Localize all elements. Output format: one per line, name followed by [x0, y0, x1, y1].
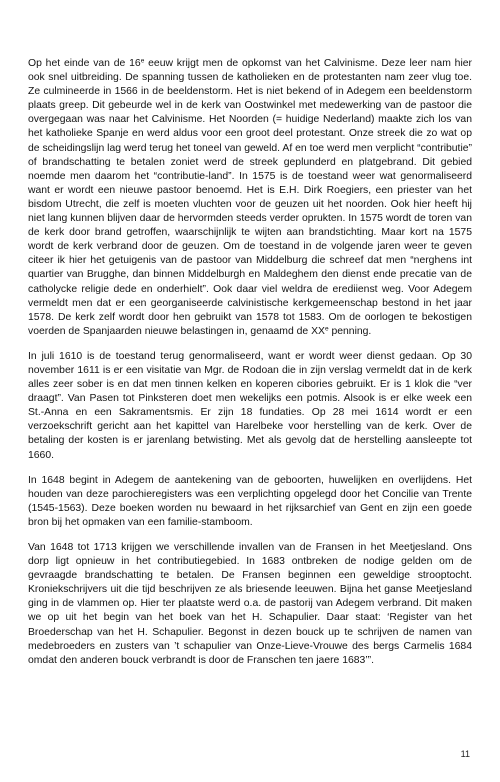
text-run: In 1648 begint in Adegem de aantekening van de geboorten, huwelijken en overlijdens. Het houden van deze parochieregisters was een verplichting opgelegd door het Concilie van Trente (1545-1563). Deze boeken worden nu bewaard in het rijksarchief van Gent en zijn een goede bron bij het opmaken van een familie-stamboom. — [28, 474, 472, 528]
document-body — [28, 57, 472, 679]
text-run: eeuw krijgt men de opkomst van het Calvinisme. Deze leer nam hier ook snel uitbreiding. De spanning tussen de katholieken en de protestanten nam zeer vlug toe. Ze culmineerde in 1566 in de beeldenstorm. Het is niet bekend of in Adegem een beeldenstorm plaats greep. Dit gebeurde wel in de kerk van Oostwinkel met medewerking van de pastoor die overgegaan was naar het Calvinisme. Het Noorden (= huidige Nederland) maakte zich los van het katholieke Spanje en werd aldus voor een groot deel protestant. Onze streek die zo wat op de scheidingslijn lag werd terug het toneel van geweld. Af en toe werd men verplicht “contributie” of brandschatting te betalen zoniet werd de streek geplunderd en platgebrand. Dit gebied noemde men daarom het “contributie-land”. In 1575 is de toestand weer wat genormaliseerd want er wordt een nieuwe pastoor benoemd. Het is E.H. Dirk Roegiers, een priester van het bisdom Utrecht, die zelf is moeten vluchten voor de geuzen uit het noorden. Ook hier heeft hij niet lang kunnen blijven daar de hervormden steeds verder oprukten. In 1575 wordt de toren van de kerk door brand getroffen, waarschijnlijk te wijten aan brandstichting. Maar kort na 1575 wordt de kerk verbrand door de geuzen. Om de toestand in de volgende jaren weer te geven citeer ik hier het getuigenis van de pastoor van Middelburg die schreef dat men “nerghens int quartier van Brugghe, dan binnen Middelburgh en Maldeghem den dienst ende precatie van de catholycke religie dede en onderhielt”. Ook daar viel weldra de erediienst weg. Voor Adegem vermeldt men dat er een georganiseerde calvinistische kerkgemeenschap bestond in het jaar 1578. De kerk zelf wordt door hen gebruikt van 1578 tot 1583. Om de oorlogen te bekostigen voerden de Spanjaarden nieuwe belastingen in, genaamd de XX — [28, 58, 473, 337]
paragraph-french-invasions — [28, 541, 472, 668]
superscript: e — [140, 57, 145, 65]
page-number: 11 — [460, 749, 470, 759]
paragraph-parish-registers — [28, 474, 472, 530]
text-run: Op het einde van de 16 — [28, 58, 141, 69]
text-run: penning. — [328, 325, 372, 337]
text-run: Van 1648 tot 1713 krijgen we verschillende invallen van de Fransen in het Meetjesland. Ons dorp ligt opnieuw in het contributiegebied. In 1683 ontbreken de nodige gelden om de gevraagde brandschatting te betalen. De Fransen beginnen een geweldige strooptocht. Kroniekschrijvers uit die tijd beschrijven ze als briesende leeuwen. Bijna het ganse Meetjesland ging in de vlammen op. Hier ter plaatste werd o.a. de pastorij van Adegem verbrand. Dit maken we op uit het begin van het boek van het H. Schapulier. Daar staat: ‘Register van het Broederschap van het H. Schapulier. Begonst in dezen bouck up te schrijven de namen van medebroeders en zusters van ’t schapulier van Onze-Lieve-Vrouwe des bergs Carmelis 1684 omdat den anderen bouck verbrandt is door de Franschen ten jaere 1683’”. — [28, 542, 472, 666]
superscript: e — [324, 325, 329, 333]
paragraph-1610-normalisation — [28, 350, 472, 463]
text-run: In juli 1610 is de toestand terug genormaliseerd, want er wordt weer dienst gedaan. Op 30 november 1611 is er een visitatie van Mgr. de Rodoan die in zijn verslag vermeldt dat in de kerk alles zeer sober is en dat men tinnen kelken en koperen cibories gebruikt. Er is 1 klok die “ver draagt”. Van Pasen tot Pinksteren doet men wekelijks een potmis. Alsook is er elke week een St.-Anna en een Sakramentsmis. Er zijn 18 fundaties. Op 28 mei 1614 wordt er een verzoekschrift gericht aan het kapittel van Harelbeke voor herstelling van de kerk. Over de betaling der kosten is er jarenlang betwisting. Met als gevolg dat de herstelling aansleepte tot 1660. — [28, 350, 472, 461]
paragraph-calvinism — [28, 57, 472, 339]
